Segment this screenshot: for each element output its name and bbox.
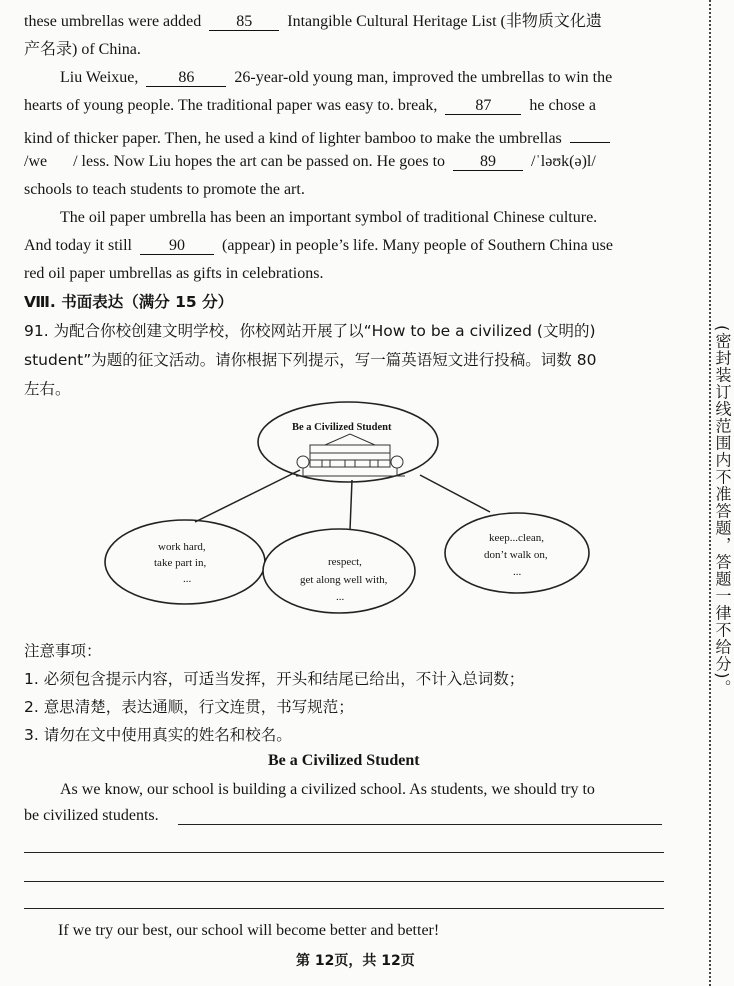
answer-line[interactable] bbox=[24, 908, 664, 909]
answer-line[interactable] bbox=[24, 881, 664, 882]
essay-title: Be a Civilized Student bbox=[268, 752, 420, 769]
essay-opening: be civilized students. bbox=[24, 807, 159, 824]
diagram-right-line: keep...clean, bbox=[489, 532, 544, 544]
page-number: 第 12页，共 12页 bbox=[296, 953, 415, 969]
essay-opening: As we know, our school is building a civilized school. As students, we should try to bbox=[60, 781, 595, 798]
school-building-icon bbox=[296, 434, 405, 476]
diagram-center-label: Be a Civilized Student bbox=[292, 422, 392, 433]
binding-margin-note: (密封装订线范围内不准答题，答题一律不给分)。 bbox=[713, 325, 732, 697]
diagram-left-line: ... bbox=[183, 573, 192, 585]
section-heading: Ⅷ. 书面表达（满分 15 分） bbox=[24, 293, 234, 311]
text: /we bbox=[24, 153, 48, 170]
text: these umbrellas were added bbox=[24, 13, 202, 30]
blank-number: 85 bbox=[236, 13, 253, 30]
text: And today it still bbox=[24, 237, 132, 254]
connector-line bbox=[350, 480, 352, 530]
text: 26-year-old young man, improved the umbrellas to win the bbox=[234, 69, 613, 86]
diagram-middle-line: respect, bbox=[328, 556, 362, 568]
diagram-middle-line: ... bbox=[336, 591, 345, 603]
notes-heading: 注意事项： bbox=[24, 642, 102, 660]
center-ellipse bbox=[258, 402, 438, 482]
blank-number: 90 bbox=[169, 237, 185, 254]
diagram-right-line: don’t walk on, bbox=[484, 549, 548, 561]
answer-line[interactable] bbox=[178, 824, 662, 825]
passage-line: schools to teach students to promote the art. bbox=[24, 181, 305, 198]
passage-line: 产名录) of China. bbox=[24, 41, 141, 58]
phonetic: /ˈləʊk(ə)l/ bbox=[531, 153, 596, 170]
question-text: 左右。 bbox=[24, 380, 71, 398]
essay-ending: If we try our best, our school will become better and better! bbox=[58, 922, 440, 939]
text: Intangible Cultural Heritage List (非物质文化遗 bbox=[287, 13, 602, 30]
blank-number: 89 bbox=[480, 153, 497, 170]
diagram-left-line: take part in, bbox=[154, 557, 207, 569]
question-text: 91. 为配合你校创建文明学校，你校网站开展了以“How to be a civilized (文明的) bbox=[24, 322, 596, 340]
text: Liu Weixue, bbox=[60, 69, 139, 86]
diagram-left-line: work hard, bbox=[158, 541, 206, 553]
question-text: student”为题的征文活动。请你根据下列提示，写一篇英语短文进行投稿。词数 80 bbox=[24, 351, 597, 369]
passage-line: red oil paper umbrellas as gifts in celebrations. bbox=[24, 265, 324, 282]
connector-line bbox=[195, 470, 300, 522]
blank-number: 87 bbox=[475, 97, 492, 114]
note-item: 1. 必须包含提示内容，可适当发挥，开头和结尾已给出，不计入总词数； bbox=[24, 670, 525, 688]
blank-number: 86 bbox=[178, 69, 195, 86]
passage-line: The oil paper umbrella has been an important symbol of traditional Chinese culture. bbox=[60, 209, 598, 226]
text: (appear) in people’s life. Many people of Southern China use bbox=[222, 237, 613, 254]
text: he chose a bbox=[529, 97, 596, 114]
note-item: 3. 请勿在文中使用真实的姓名和校名。 bbox=[24, 726, 292, 744]
diagram-middle-line: get along well with, bbox=[300, 574, 388, 586]
text: kind of thicker paper. Then, he used a kind of lighter bamboo to make the umbrellas bbox=[24, 130, 562, 147]
answer-line[interactable] bbox=[24, 852, 664, 853]
text: / less. Now Liu hopes the art can be passed on. He goes to bbox=[73, 153, 446, 170]
note-item: 2. 意思清楚，表达通顺，行文连贯，书写规范； bbox=[24, 698, 354, 716]
text: hearts of young people. The traditional paper was easy to. break, bbox=[24, 97, 438, 114]
diagram-right-line: ... bbox=[513, 566, 522, 578]
connector-line bbox=[420, 475, 490, 512]
